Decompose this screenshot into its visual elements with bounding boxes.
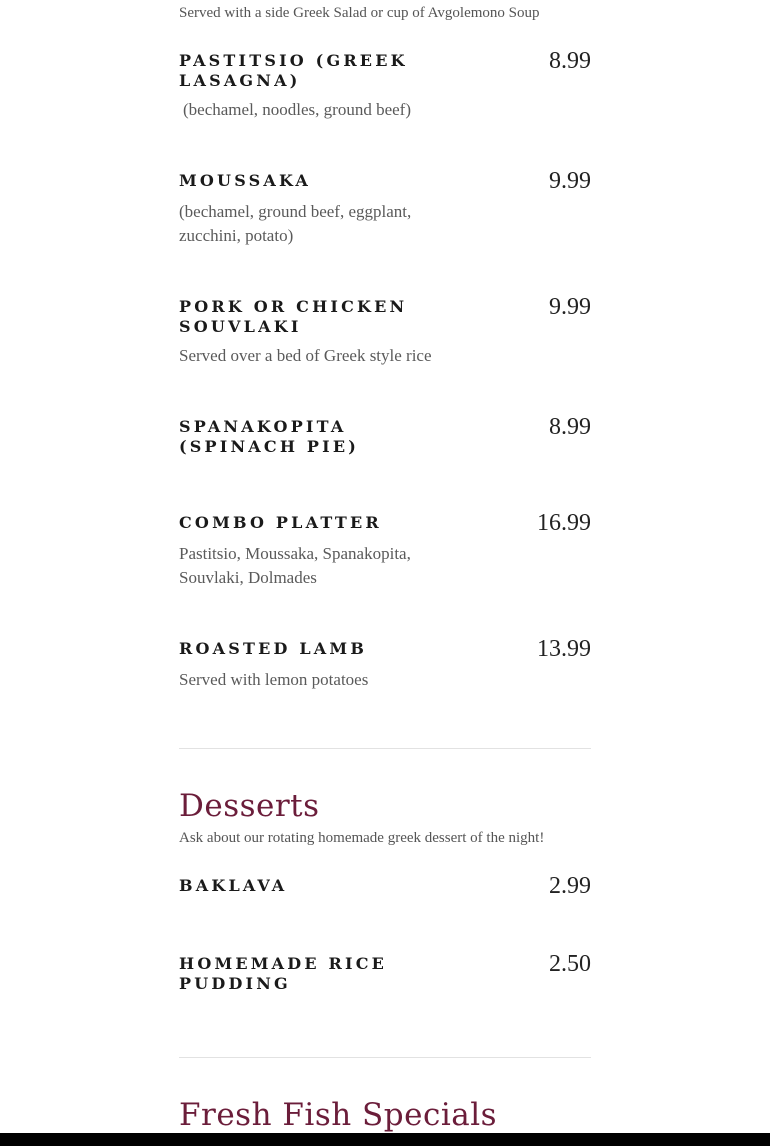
fish-specials-title: Fresh Fish Specials xyxy=(179,1097,498,1133)
item-price: 13.99 xyxy=(537,636,591,662)
item-name: COMBO PLATTER xyxy=(179,513,382,532)
item-name: PASTITSIO (GREEK LASAGNA) xyxy=(179,51,408,90)
bottom-bar xyxy=(0,1133,770,1146)
item-description: (bechamel, noodles, ground beef) xyxy=(183,100,411,119)
item-price: 16.99 xyxy=(537,510,591,536)
item-description: Served with lemon potatoes xyxy=(179,670,369,689)
menu-item-spanakopita xyxy=(179,414,591,477)
menu-item-rice-pudding xyxy=(179,951,591,1004)
item-name: HOMEMADE RICE PUDDING xyxy=(179,954,388,993)
menu-item-pastitsio xyxy=(179,48,591,131)
item-name: PORK OR CHICKEN SOUVLAKI xyxy=(179,297,408,336)
desserts-title: Desserts xyxy=(179,788,320,824)
menu-item-combo-platter xyxy=(179,510,591,593)
item-name: ROASTED LAMB xyxy=(179,639,368,658)
item-description: Pastitsio, Moussaka, Spanakopita, Souvlaki, Dolmades xyxy=(179,544,411,587)
menu-item-moussaka xyxy=(179,168,591,251)
item-price: 2.99 xyxy=(549,873,591,899)
item-name: BAKLAVA xyxy=(179,876,288,895)
menu-item-baklava xyxy=(179,873,591,916)
item-description: Served over a bed of Greek style rice xyxy=(179,346,432,365)
item-price: 9.99 xyxy=(549,294,591,320)
item-description: (bechamel, ground beef, eggplant, zucchini, potato) xyxy=(179,202,412,245)
item-price: 2.50 xyxy=(549,951,591,977)
item-name: MOUSSAKA xyxy=(179,171,312,190)
menu-item-souvlaki xyxy=(179,294,591,377)
item-price: 8.99 xyxy=(549,414,591,440)
item-price: 8.99 xyxy=(549,48,591,74)
entrees-subtitle: Served with a side Greek Salad or cup of Avgolemono Soup xyxy=(179,5,540,21)
menu-item-roasted-lamb xyxy=(179,636,591,699)
item-name: SPANAKOPITA (SPINACH PIE) xyxy=(179,417,359,456)
section-divider xyxy=(179,748,591,749)
item-price: 9.99 xyxy=(549,168,591,194)
desserts-subtitle: Ask about our rotating homemade greek dessert of the night! xyxy=(179,830,545,846)
section-divider xyxy=(179,1057,591,1058)
